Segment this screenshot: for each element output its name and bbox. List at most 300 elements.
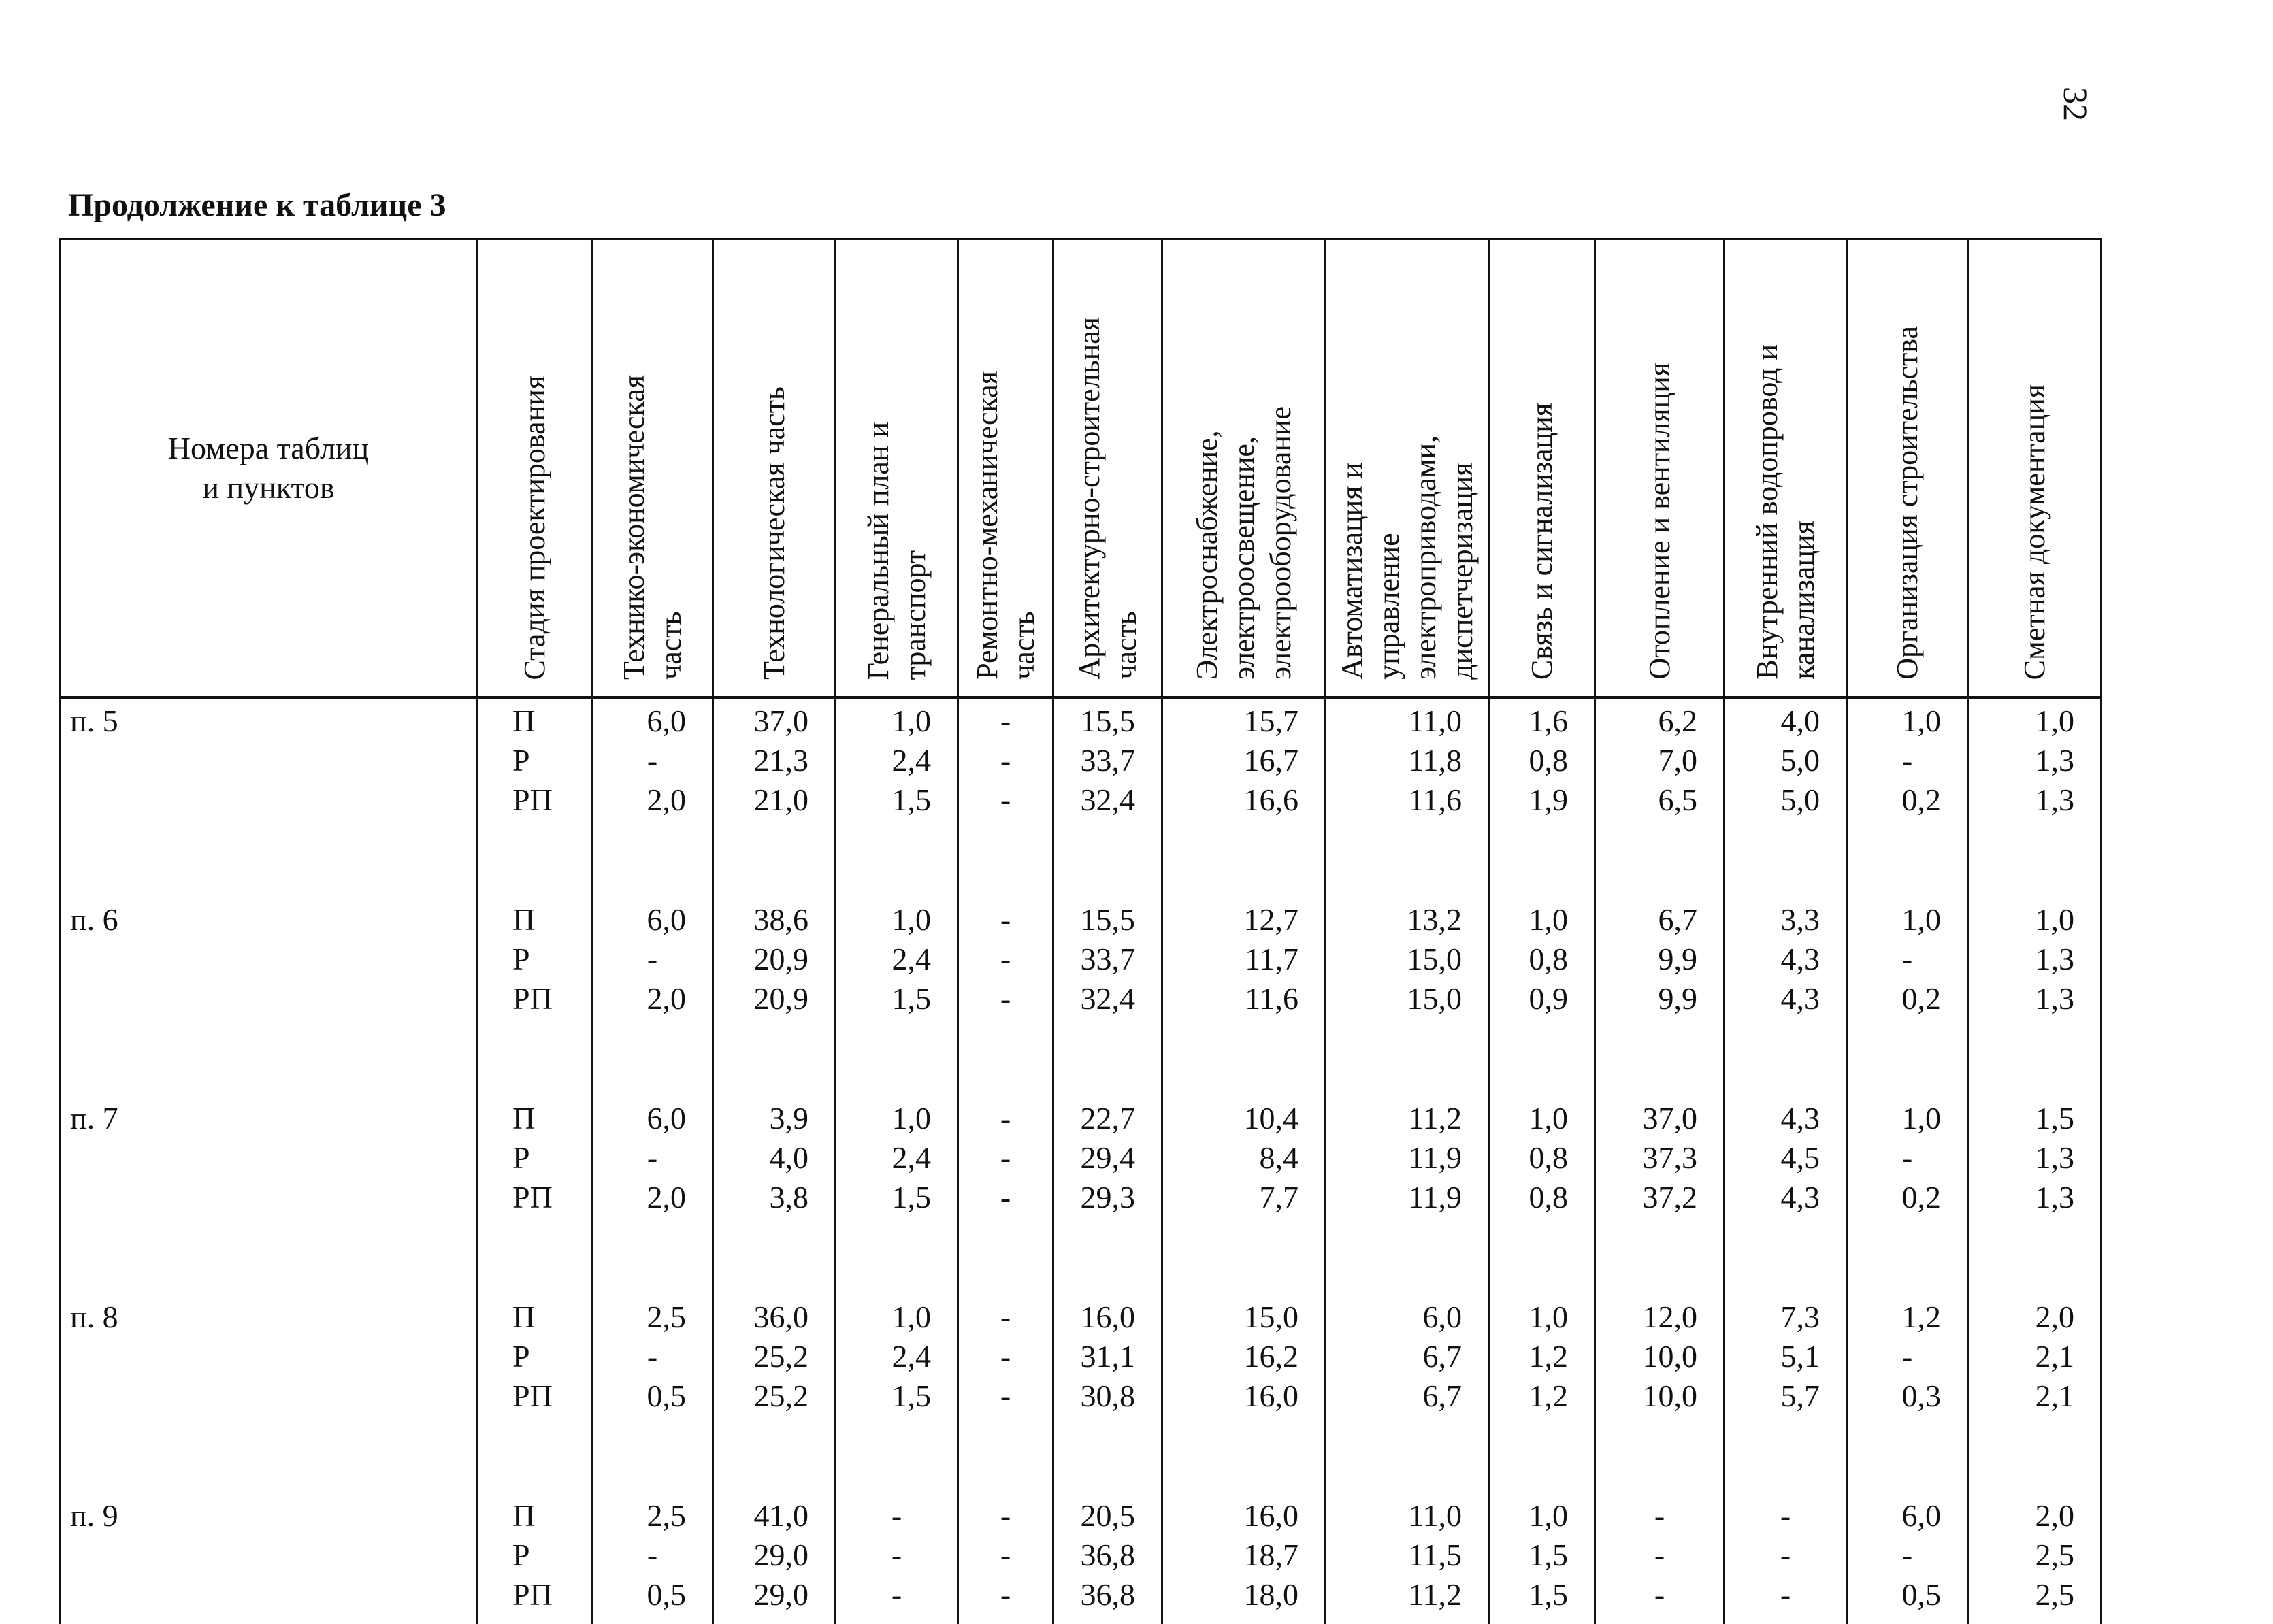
cell-value: 1,3	[2035, 981, 2074, 1016]
stage-value: РП	[512, 782, 553, 817]
cell-value: 36,0	[753, 1299, 808, 1334]
column-header-label: Ремонтно-механическая часть	[970, 371, 1041, 680]
cell-value: -	[1000, 1378, 1011, 1413]
cell-value: 1,3	[2035, 942, 2074, 976]
value-cell	[1053, 897, 1162, 1096]
stage-value: Р	[512, 1140, 530, 1175]
cell-value: -	[891, 1538, 902, 1572]
stage-value: П	[512, 1101, 536, 1136]
value-cell	[1489, 697, 1595, 897]
value-cell	[713, 1295, 836, 1493]
value-cell	[1595, 697, 1724, 897]
cell-value: 6,7	[1422, 1339, 1462, 1374]
cell-value: 38,6	[753, 902, 808, 937]
stage-value: П	[512, 1299, 536, 1334]
cell-value: 16,0	[1080, 1299, 1135, 1334]
cell-value: 1,0	[1901, 902, 1941, 937]
cell-value: 1,5	[892, 981, 931, 1016]
value-cell	[958, 1493, 1053, 1624]
cell-value: -	[1654, 1498, 1665, 1533]
value-cell	[1595, 1096, 1724, 1295]
cell-value: -	[647, 743, 658, 778]
cell-value: -	[1654, 1538, 1665, 1572]
cell-value: 4,0	[1780, 703, 1820, 738]
column-header-label: Электроснабжение, электроосвещение, электрооборудование	[1190, 406, 1297, 680]
value-cell	[1724, 1096, 1847, 1295]
value-cell	[1162, 897, 1326, 1096]
cell-value: 0,2	[1901, 981, 1941, 1016]
cell-value: -	[1000, 782, 1011, 817]
cell-value: 22,7	[1080, 1101, 1135, 1136]
cell-value: 25,2	[753, 1378, 808, 1413]
cell-value: 37,3	[1642, 1140, 1697, 1175]
value-cell	[1847, 697, 1968, 897]
cell-value: 3,3	[1780, 902, 1820, 937]
cell-value: 33,7	[1080, 942, 1135, 976]
cell-value: 16,6	[1243, 782, 1298, 817]
cell-value: 11,7	[1245, 942, 1298, 976]
cell-value: 7,3	[1780, 1299, 1820, 1334]
stage-cell	[478, 1493, 592, 1624]
stage-cell	[478, 697, 592, 897]
cell-value: 1,6	[1528, 703, 1568, 738]
column-header-label: Генеральный план и транспорт	[861, 421, 932, 680]
value-cell	[592, 1493, 713, 1624]
cell-value: 15,5	[1080, 902, 1135, 937]
cell-value: 0,2	[1901, 782, 1941, 817]
column-header	[1489, 239, 1595, 698]
column-header-label: Организация строительства	[1890, 326, 1924, 680]
value-cell	[1326, 697, 1489, 897]
cell-value: 6,0	[1901, 1498, 1941, 1533]
column-header-label: Связь и сигнализация	[1524, 402, 1558, 680]
cell-value: 11,2	[1408, 1577, 1462, 1612]
value-cell	[958, 1096, 1053, 1295]
value-cell	[1053, 1493, 1162, 1624]
cell-value: 16,7	[1243, 743, 1298, 778]
value-cell	[1847, 1096, 1968, 1295]
cell-value: -	[1780, 1538, 1791, 1572]
table-row-group	[60, 1493, 2102, 1624]
stage-value: П	[512, 1498, 536, 1533]
cell-value: 9,9	[1658, 981, 1697, 1016]
value-cell	[958, 897, 1053, 1096]
value-cell	[836, 1493, 958, 1624]
value-cell	[713, 897, 836, 1096]
table-header-row	[60, 239, 2102, 698]
cell-value: 11,0	[1408, 1498, 1462, 1533]
cell-value: 12,0	[1642, 1299, 1697, 1334]
value-cell	[1489, 1295, 1595, 1493]
column-header-label: Стадия проектирования	[517, 375, 551, 680]
stage-value: РП	[512, 1378, 553, 1413]
cell-value: 1,5	[1528, 1538, 1568, 1572]
page-title: Продолжение к таблице 3	[68, 187, 446, 223]
cell-value: -	[1000, 981, 1011, 1016]
cell-value: 20,5	[1080, 1498, 1135, 1533]
cell-value: 2,5	[2035, 1577, 2074, 1612]
cell-value: -	[1000, 1538, 1011, 1572]
cell-value: 5,0	[1780, 782, 1820, 817]
cell-value: 29,0	[753, 1577, 808, 1612]
cell-value: 36,8	[1080, 1538, 1135, 1572]
stage-value: Р	[512, 942, 530, 976]
cell-value: 15,7	[1243, 703, 1298, 738]
cell-value: 41,0	[753, 1498, 808, 1533]
column-header-label: Сметная документация	[2017, 384, 2051, 680]
cell-value: 29,0	[753, 1538, 808, 1572]
row-label: п. 5	[60, 697, 478, 897]
cell-value: -	[1901, 743, 1913, 778]
cell-value: 4,3	[1780, 981, 1820, 1016]
cell-value: 0,8	[1528, 743, 1568, 778]
cell-value: 32,4	[1080, 981, 1135, 1016]
column-header	[713, 239, 836, 698]
cell-value: 37,0	[1642, 1101, 1697, 1136]
column-header	[1847, 239, 1968, 698]
cell-value: 1,0	[1528, 1101, 1568, 1136]
cell-value: 3,8	[769, 1180, 808, 1214]
cell-value: 30,8	[1080, 1378, 1135, 1413]
cell-value: 4,3	[1780, 1101, 1820, 1136]
cell-value: 2,4	[892, 1339, 931, 1374]
cell-value: 37,2	[1642, 1180, 1697, 1214]
value-cell	[1162, 1493, 1326, 1624]
cell-value: 1,5	[892, 782, 931, 817]
cell-value: 6,7	[1422, 1378, 1462, 1413]
table-row-group	[60, 897, 2102, 1096]
cell-value: 2,1	[2035, 1339, 2074, 1374]
cell-value: 6,7	[1658, 902, 1697, 937]
cell-value: 2,5	[647, 1299, 686, 1334]
cell-value: -	[1000, 902, 1011, 937]
cell-value: -	[1780, 1577, 1791, 1612]
cell-value: 11,5	[1408, 1538, 1462, 1572]
table-container	[59, 238, 2100, 1612]
cell-value: 0,8	[1528, 1180, 1568, 1214]
value-cell	[1162, 1295, 1326, 1493]
cell-value: 37,0	[753, 703, 808, 738]
stage-cell	[478, 1096, 592, 1295]
cell-value: 2,0	[647, 1180, 686, 1214]
value-cell	[958, 697, 1053, 897]
cell-value: 0,5	[647, 1577, 686, 1612]
cell-value: 6,5	[1658, 782, 1697, 817]
cell-value: 33,7	[1080, 743, 1135, 778]
column-header-label: Внутренний водопровод и канализация	[1750, 344, 1820, 680]
value-cell	[1326, 1295, 1489, 1493]
cell-value: 2,5	[647, 1498, 686, 1533]
cell-value: 0,2	[1901, 1180, 1941, 1214]
cell-value: 2,0	[2035, 1299, 2074, 1334]
value-cell	[1595, 1295, 1724, 1493]
value-cell	[958, 1295, 1053, 1493]
cell-value: 13,2	[1407, 902, 1462, 937]
cell-value: 15,0	[1407, 942, 1462, 976]
value-cell	[1489, 1493, 1595, 1624]
column-header	[1162, 239, 1326, 698]
value-cell	[1847, 1295, 1968, 1493]
cell-value: 1,3	[2035, 782, 2074, 817]
value-cell	[1595, 1493, 1724, 1624]
cell-value: 6,0	[647, 703, 686, 738]
cell-value: 5,7	[1780, 1378, 1820, 1413]
cell-value: -	[891, 1577, 902, 1612]
cell-value: -	[1000, 1140, 1011, 1175]
cell-value: 15,5	[1080, 703, 1135, 738]
cell-value: 6,0	[1422, 1299, 1462, 1334]
cell-value: 18,0	[1243, 1577, 1298, 1612]
cell-value: 5,1	[1780, 1339, 1820, 1374]
cell-value: 5,0	[1780, 743, 1820, 778]
cell-value: -	[1000, 1180, 1011, 1214]
cell-value: 4,0	[769, 1140, 808, 1175]
value-cell	[1724, 1493, 1847, 1624]
column-header-label: Технологическая часть	[757, 386, 791, 680]
cell-value: 36,8	[1080, 1577, 1135, 1612]
cell-value: 1,0	[1901, 1101, 1941, 1136]
value-cell	[713, 697, 836, 897]
cell-value: 1,5	[892, 1378, 931, 1413]
cell-value: 20,9	[753, 942, 808, 976]
cell-value: -	[1901, 1538, 1913, 1572]
value-cell	[836, 1096, 958, 1295]
cell-value: -	[647, 942, 658, 976]
cell-value: 1,5	[892, 1180, 931, 1214]
cell-value: 0,9	[1528, 981, 1568, 1016]
value-cell	[592, 697, 713, 897]
value-cell	[1053, 697, 1162, 897]
cell-value: 2,0	[647, 782, 686, 817]
value-cell	[713, 1096, 836, 1295]
stage-value: РП	[512, 981, 553, 1016]
cell-value: 15,0	[1407, 981, 1462, 1016]
cell-value: -	[1000, 942, 1011, 976]
cell-value: -	[1654, 1577, 1665, 1612]
cell-value: 29,4	[1080, 1140, 1135, 1175]
cell-value: 10,0	[1642, 1378, 1697, 1413]
cell-value: 1,3	[2035, 743, 2074, 778]
stage-cell	[478, 1295, 592, 1493]
cell-value: 4,3	[1780, 942, 1820, 976]
value-cell	[1595, 897, 1724, 1096]
value-cell	[1847, 1493, 1968, 1624]
value-cell	[592, 897, 713, 1096]
cell-value: 10,4	[1243, 1101, 1298, 1136]
stage-cell	[478, 897, 592, 1096]
column-header-label: Отопление и вентиляция	[1642, 363, 1676, 680]
row-header-line-2: и пунктов	[202, 470, 335, 505]
value-cell	[1489, 1096, 1595, 1295]
value-cell	[1326, 1493, 1489, 1624]
value-cell	[1968, 1295, 2102, 1493]
cell-value: 2,4	[892, 942, 931, 976]
cell-value: 0,3	[1901, 1378, 1941, 1413]
cell-value: -	[1901, 1339, 1913, 1374]
cell-value: 0,8	[1528, 1140, 1568, 1175]
row-label: п. 8	[60, 1295, 478, 1493]
row-label: п. 6	[60, 897, 478, 1096]
cell-value: 2,5	[2035, 1538, 2074, 1572]
cell-value: 31,1	[1080, 1339, 1135, 1374]
table-body	[60, 697, 2102, 1624]
stage-value: Р	[512, 1339, 530, 1374]
column-header	[592, 239, 713, 698]
cell-value: 29,3	[1080, 1180, 1135, 1214]
cell-value: 1,0	[1901, 703, 1941, 738]
cell-value: -	[647, 1339, 658, 1374]
column-header	[1968, 239, 2102, 698]
cell-value: 3,9	[769, 1101, 808, 1136]
cell-value: 16,0	[1243, 1378, 1298, 1413]
cell-value: 1,0	[2035, 902, 2074, 937]
stage-value: РП	[512, 1577, 553, 1612]
cell-value: 1,2	[1901, 1299, 1941, 1334]
cell-value: 11,6	[1245, 981, 1298, 1016]
cell-value: 32,4	[1080, 782, 1135, 817]
cell-value: -	[1901, 942, 1913, 976]
cell-value: 2,0	[2035, 1498, 2074, 1533]
cell-value: -	[1000, 1498, 1011, 1533]
value-cell	[1053, 1295, 1162, 1493]
page-number: 32	[2057, 87, 2095, 121]
value-cell	[592, 1295, 713, 1493]
value-cell	[1162, 1096, 1326, 1295]
column-header	[836, 239, 958, 698]
cell-value: 8,4	[1259, 1140, 1298, 1175]
cell-value: 18,7	[1243, 1538, 1298, 1572]
value-cell	[1968, 1096, 2102, 1295]
cell-value: 25,2	[753, 1339, 808, 1374]
cell-value: 1,0	[892, 1101, 931, 1136]
stage-value: Р	[512, 743, 530, 778]
column-header	[478, 239, 592, 698]
value-cell	[1724, 1295, 1847, 1493]
stage-value: Р	[512, 1538, 530, 1572]
cell-value: 15,0	[1243, 1299, 1298, 1334]
value-cell	[1326, 1096, 1489, 1295]
cell-value: 7,7	[1259, 1180, 1298, 1214]
cell-value: 11,9	[1408, 1140, 1462, 1175]
cell-value: -	[1000, 1299, 1011, 1334]
column-header	[1326, 239, 1489, 698]
table-row-group	[60, 1096, 2102, 1295]
cell-value: -	[1000, 1577, 1011, 1612]
cell-value: 1,3	[2035, 1180, 2074, 1214]
column-header-label: Технико-экономическая часть	[617, 375, 687, 680]
cell-value: 16,2	[1243, 1339, 1298, 1374]
cell-value: 21,0	[753, 782, 808, 817]
cell-value: 12,7	[1243, 902, 1298, 937]
cell-value: 1,0	[1528, 902, 1568, 937]
cell-value: 6,0	[647, 1101, 686, 1136]
row-label: п. 7	[60, 1096, 478, 1295]
cell-value: 1,0	[1528, 1498, 1568, 1533]
cell-value: 0,5	[1901, 1577, 1941, 1612]
cell-value: -	[1000, 1339, 1011, 1374]
cell-value: 2,4	[892, 1140, 931, 1175]
table-row-group	[60, 697, 2102, 897]
cell-value: 20,9	[753, 981, 808, 1016]
cell-value: 6,2	[1658, 703, 1697, 738]
cell-value: 1,0	[892, 1299, 931, 1334]
cell-value: 1,5	[1528, 1577, 1568, 1612]
cell-value: -	[1000, 703, 1011, 738]
cell-value: 4,5	[1780, 1140, 1820, 1175]
value-cell	[1847, 897, 1968, 1096]
row-header-cell	[60, 239, 478, 698]
cell-value: 2,1	[2035, 1378, 2074, 1413]
value-cell	[1053, 1096, 1162, 1295]
column-header	[1053, 239, 1162, 698]
cell-value: 10,0	[1642, 1339, 1697, 1374]
value-cell	[1968, 1493, 2102, 1624]
cell-value: 1,0	[2035, 703, 2074, 738]
column-header	[1595, 239, 1724, 698]
cell-value: 1,2	[1528, 1339, 1568, 1374]
value-cell	[592, 1096, 713, 1295]
cell-value: -	[1780, 1498, 1791, 1533]
value-cell	[836, 697, 958, 897]
cell-value: -	[647, 1140, 658, 1175]
cell-value: 9,9	[1658, 942, 1697, 976]
cell-value: 1,3	[2035, 1140, 2074, 1175]
stage-value: П	[512, 703, 536, 738]
cell-value: 1,0	[892, 902, 931, 937]
value-cell	[1162, 697, 1326, 897]
column-header	[958, 239, 1053, 698]
cell-value: 11,2	[1408, 1101, 1462, 1136]
cell-value: 11,6	[1408, 782, 1462, 817]
cell-value: 1,5	[2035, 1101, 2074, 1136]
cell-value: 21,3	[753, 743, 808, 778]
cell-value: 7,0	[1658, 743, 1697, 778]
cell-value: 1,2	[1528, 1378, 1568, 1413]
cell-value: -	[1000, 1101, 1011, 1136]
cell-value: 11,0	[1408, 703, 1462, 738]
table-row-group	[60, 1295, 2102, 1493]
column-header-label: Автоматизация и управление электроприводами, диспетчеризация	[1335, 435, 1479, 680]
cell-value: -	[1901, 1140, 1913, 1175]
cell-value: 11,9	[1408, 1180, 1462, 1214]
stage-value: П	[512, 902, 536, 937]
cell-value: 16,0	[1243, 1498, 1298, 1533]
data-table	[59, 238, 2102, 1624]
cell-value: 2,4	[892, 743, 931, 778]
cell-value: 1,0	[892, 703, 931, 738]
cell-value: 1,0	[1528, 1299, 1568, 1334]
value-cell	[713, 1493, 836, 1624]
cell-value: -	[1000, 743, 1011, 778]
column-header-label: Архитектурно-строительная часть	[1072, 317, 1143, 680]
stage-value: РП	[512, 1180, 553, 1214]
value-cell	[1326, 897, 1489, 1096]
value-cell	[836, 897, 958, 1096]
row-header-line-1: Номера таблиц	[167, 431, 370, 465]
cell-value: 4,3	[1780, 1180, 1820, 1214]
cell-value: -	[891, 1498, 902, 1533]
value-cell	[1724, 897, 1847, 1096]
cell-value: 11,8	[1408, 743, 1462, 778]
cell-value: 6,0	[647, 902, 686, 937]
value-cell	[1968, 897, 2102, 1096]
column-header	[1724, 239, 1847, 698]
cell-value: 0,8	[1528, 942, 1568, 976]
row-label: п. 9	[60, 1493, 478, 1624]
cell-value: 2,0	[647, 981, 686, 1016]
value-cell	[1724, 697, 1847, 897]
cell-value: 0,5	[647, 1378, 686, 1413]
